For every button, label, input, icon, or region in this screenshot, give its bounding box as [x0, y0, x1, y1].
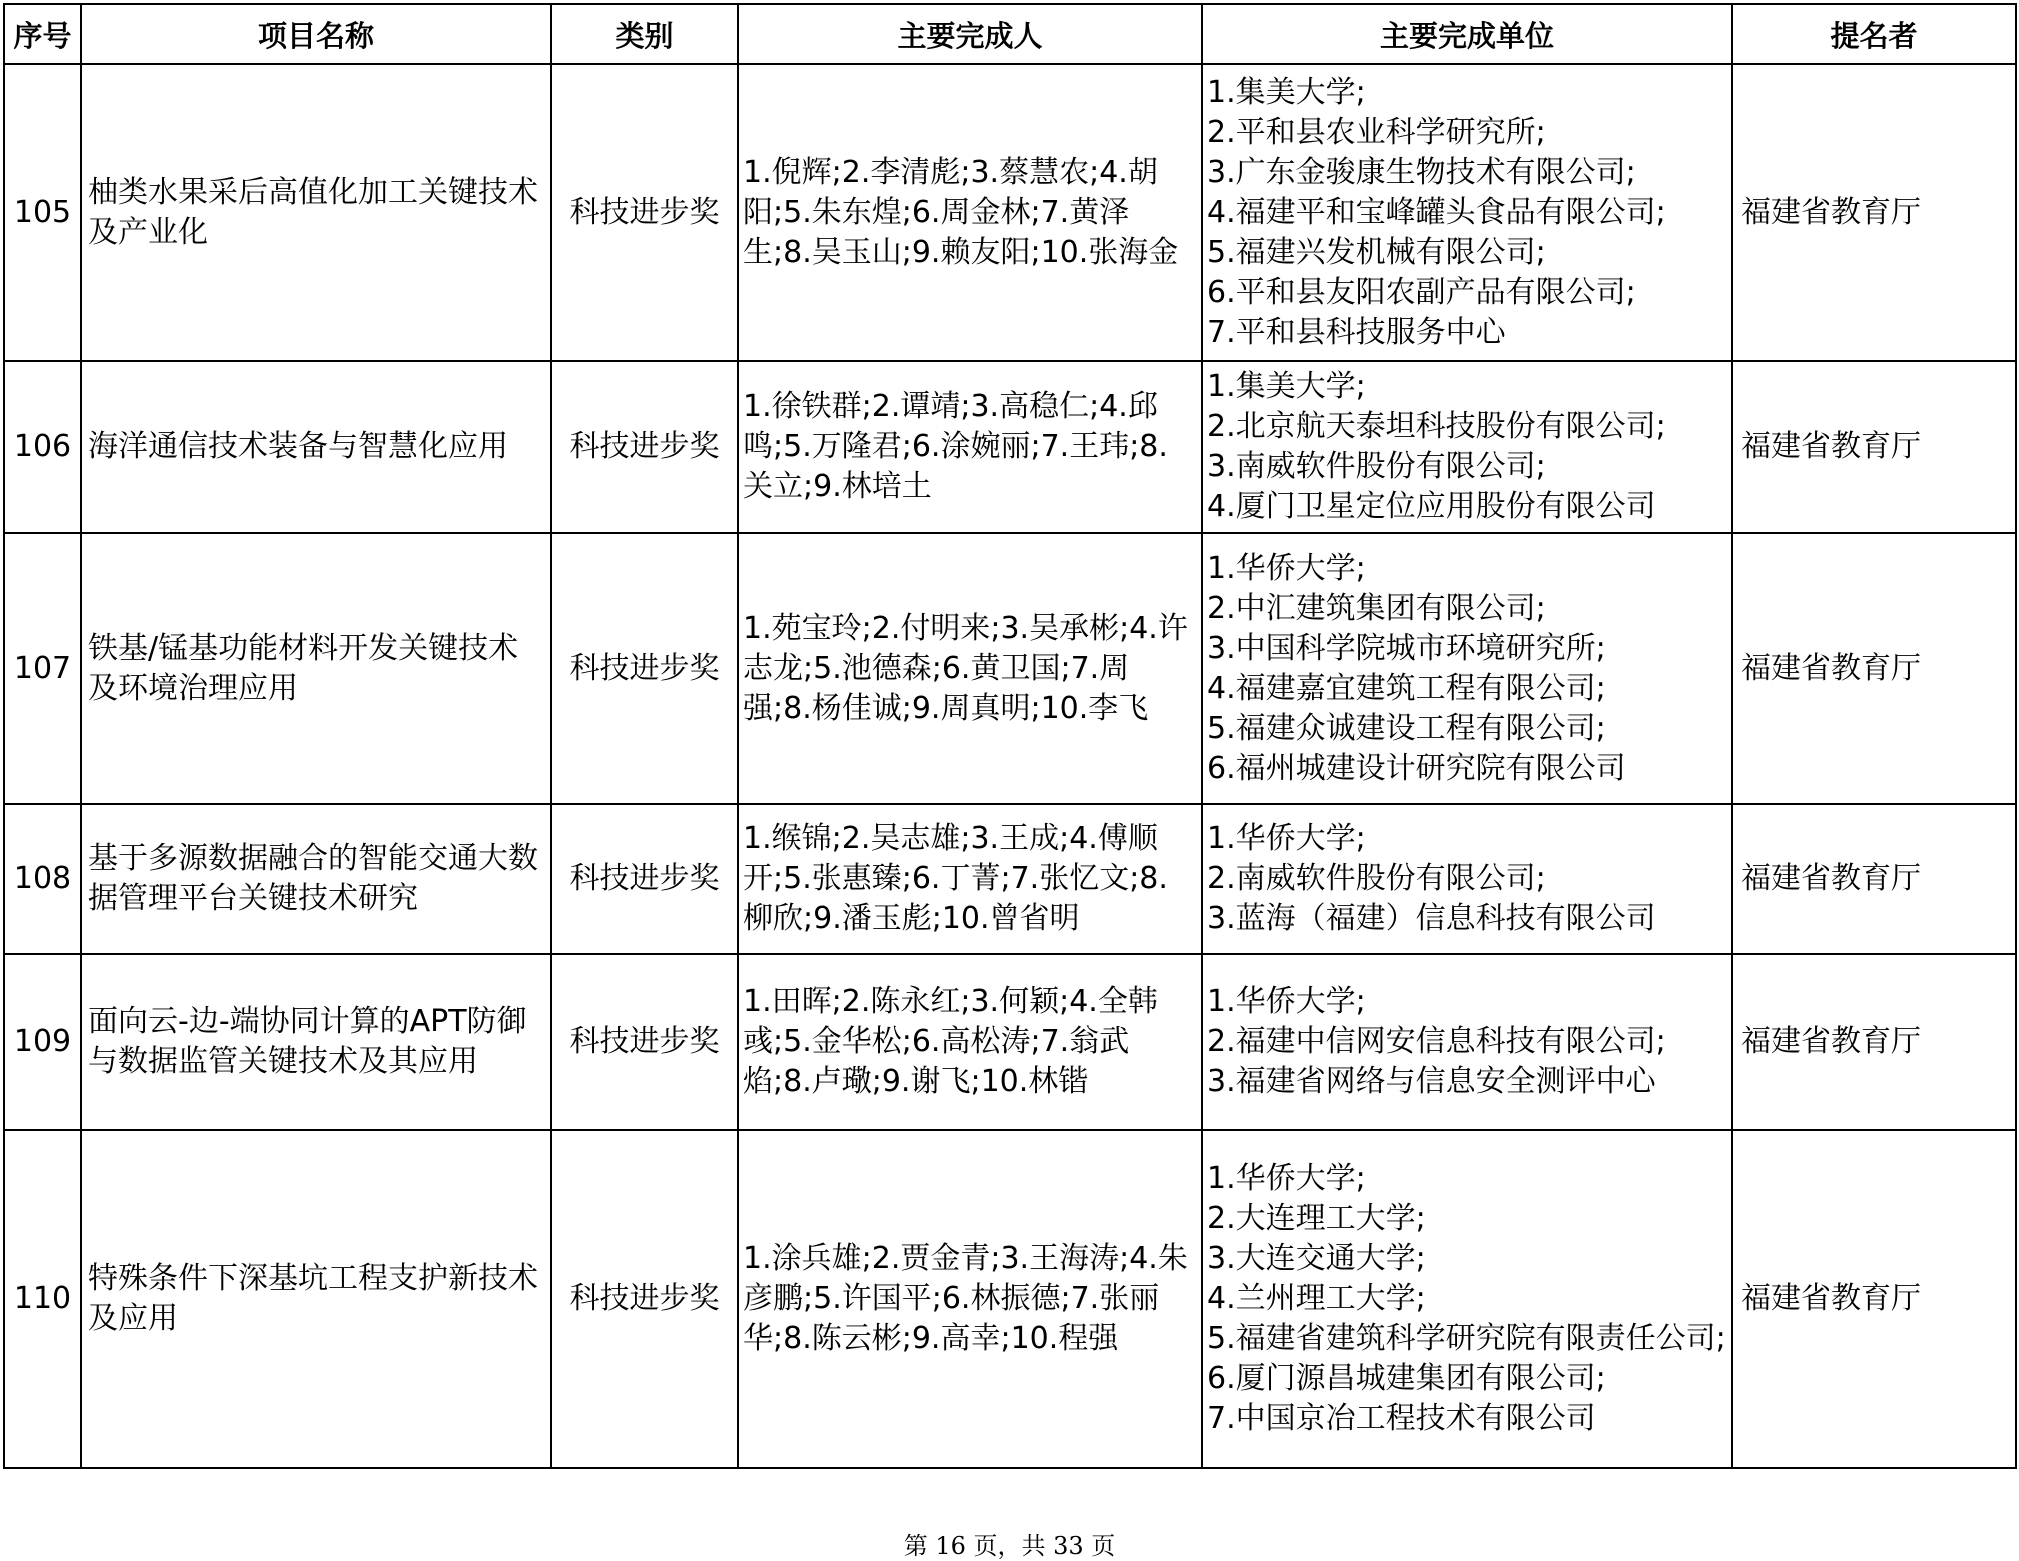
cell-main-people: 1.徐铁群;2.谭靖;3.高稳仁;4.邱鸣;5.万隆君;6.涂婉丽;7.王玮;8.关立;9.林培土: [738, 361, 1202, 533]
unit-line: 1.华侨大学;: [1207, 550, 1366, 586]
table-row: [4, 361, 2016, 533]
table-row: [4, 954, 2016, 1130]
cell-category: 科技进步奖: [551, 533, 738, 804]
cell-nominator: 福建省教育厅: [1732, 64, 2016, 361]
unit-line: 6.平和县友阳农副产品有限公司;: [1207, 274, 1636, 310]
cell-project-name: 特殊条件下深基坑工程支护新技术及应用: [81, 1130, 551, 1468]
cell-nominator: 福建省教育厅: [1732, 533, 2016, 804]
unit-line: 1.华侨大学;: [1207, 1161, 1366, 1196]
cell-seq: 109: [4, 954, 81, 1130]
unit-line: 3.中国科学院城市环境研究所;: [1207, 630, 1606, 666]
unit-line: 1.华侨大学;: [1207, 984, 1366, 1019]
unit-line: 3.福建省网络与信息安全测评中心: [1207, 1064, 1656, 1099]
header-main-units: 主要完成单位: [1202, 4, 1732, 64]
cell-seq: 107: [4, 533, 81, 804]
unit-line: 6.厦门源昌城建集团有限公司;: [1207, 1361, 1606, 1396]
unit-line: 2.南威软件股份有限公司;: [1207, 861, 1546, 896]
unit-line: 2.大连理工大学;: [1207, 1201, 1426, 1236]
unit-line: 7.中国京冶工程技术有限公司: [1207, 1401, 1596, 1436]
cell-nominator: 福建省教育厅: [1732, 361, 2016, 533]
table-header-row: [4, 4, 2016, 64]
cell-main-people: 1.苑宝玲;2.付明来;3.吴承彬;4.许志龙;5.池德森;6.黄卫国;7.周强;8.杨佳诚;9.周真明;10.李飞: [738, 533, 1202, 804]
unit-line: 3.南威软件股份有限公司;: [1207, 449, 1546, 484]
header-project-name: 项目名称: [81, 4, 551, 64]
unit-line: 2.北京航天泰坦科技股份有限公司;: [1207, 409, 1666, 444]
cell-project-name: 海洋通信技术装备与智慧化应用: [81, 361, 551, 533]
cell-seq: 110: [4, 1130, 81, 1468]
cell-main-people: 1.倪辉;2.李清彪;3.蔡慧农;4.胡阳;5.朱东煌;6.周金林;7.黄泽生;8.吴玉山;9.赖友阳;10.张海金: [738, 64, 1202, 361]
cell-nominator: 福建省教育厅: [1732, 1130, 2016, 1468]
unit-line: 3.广东金骏康生物技术有限公司;: [1207, 154, 1636, 190]
cell-main-units: [1202, 804, 1732, 954]
cell-main-people: 1.田晖;2.陈永红;3.何颖;4.全韩彧;5.金华松;6.高松涛;7.翁武焰;8.卢璥;9.谢飞;10.林锴: [738, 954, 1202, 1130]
cell-main-people: 1.缑锦;2.吴志雄;3.王成;4.傅顺开;5.张惠臻;6.丁菁;7.张忆文;8.柳欣;9.潘玉彪;10.曾省明: [738, 804, 1202, 954]
unit-line: 4.厦门卫星定位应用股份有限公司: [1207, 489, 1656, 524]
unit-line: 4.兰州理工大学;: [1207, 1281, 1426, 1316]
unit-line: 7.平和县科技服务中心: [1207, 314, 1506, 350]
cell-project-name: 铁基/锰基功能材料开发关键技术及环境治理应用: [81, 533, 551, 804]
cell-main-units: [1202, 533, 1732, 804]
cell-seq: 108: [4, 804, 81, 954]
cell-main-units: [1202, 1130, 1732, 1468]
header-seq: 序号: [4, 4, 81, 64]
page-footer: 第 16 页，共 33 页: [903, 1532, 1116, 1560]
table-row: [4, 804, 2016, 954]
unit-line: 3.大连交通大学;: [1207, 1241, 1426, 1276]
cell-main-units: [1202, 954, 1732, 1130]
cell-project-name: 柚类水果采后高值化加工关键技术及产业化: [81, 64, 551, 361]
unit-line: 5.福建兴发机械有限公司;: [1207, 234, 1546, 270]
cell-nominator: 福建省教育厅: [1732, 804, 2016, 954]
unit-line: 2.平和县农业科学研究所;: [1207, 114, 1546, 150]
table-row: [4, 64, 2016, 361]
unit-line: 1.华侨大学;: [1207, 821, 1366, 856]
cell-category: 科技进步奖: [551, 64, 738, 361]
unit-line: 4.福建平和宝峰罐头食品有限公司;: [1207, 194, 1666, 230]
cell-main-units: [1202, 64, 1732, 361]
table-row: [4, 1130, 2016, 1468]
cell-nominator: 福建省教育厅: [1732, 954, 2016, 1130]
award-table: [3, 3, 2017, 1469]
cell-main-units: [1202, 361, 1732, 533]
cell-category: 科技进步奖: [551, 954, 738, 1130]
header-category: 类别: [551, 4, 738, 64]
unit-line: 4.福建嘉宜建筑工程有限公司;: [1207, 670, 1606, 706]
cell-main-people: 1.涂兵雄;2.贾金青;3.王海涛;4.朱彦鹏;5.许国平;6.林振德;7.张丽华;8.陈云彬;9.高幸;10.程强: [738, 1130, 1202, 1468]
unit-line: 1.集美大学;: [1207, 369, 1366, 404]
cell-category: 科技进步奖: [551, 1130, 738, 1468]
cell-project-name: 基于多源数据融合的智能交通大数据管理平台关键技术研究: [81, 804, 551, 954]
header-main-people: 主要完成人: [738, 4, 1202, 64]
unit-line: 5.福建众诚建设工程有限公司;: [1207, 710, 1606, 746]
cell-category: 科技进步奖: [551, 361, 738, 533]
unit-line: 3.蓝海（福建）信息科技有限公司: [1207, 901, 1656, 936]
unit-line: 2.中汇建筑集团有限公司;: [1207, 590, 1546, 626]
unit-line: 5.福建省建筑科学研究院有限责任公司;: [1207, 1321, 1726, 1356]
cell-project-name: 面向云-边-端协同计算的APT防御与数据监管关键技术及其应用: [81, 954, 551, 1130]
unit-line: 6.福州城建设计研究院有限公司: [1207, 750, 1626, 786]
unit-line: 2.福建中信网安信息科技有限公司;: [1207, 1024, 1666, 1059]
unit-line: 1.集美大学;: [1207, 74, 1366, 110]
cell-category: 科技进步奖: [551, 804, 738, 954]
table-row: [4, 533, 2016, 804]
cell-seq: 105: [4, 64, 81, 361]
header-nominator: 提名者: [1732, 4, 2016, 64]
cell-seq: 106: [4, 361, 81, 533]
